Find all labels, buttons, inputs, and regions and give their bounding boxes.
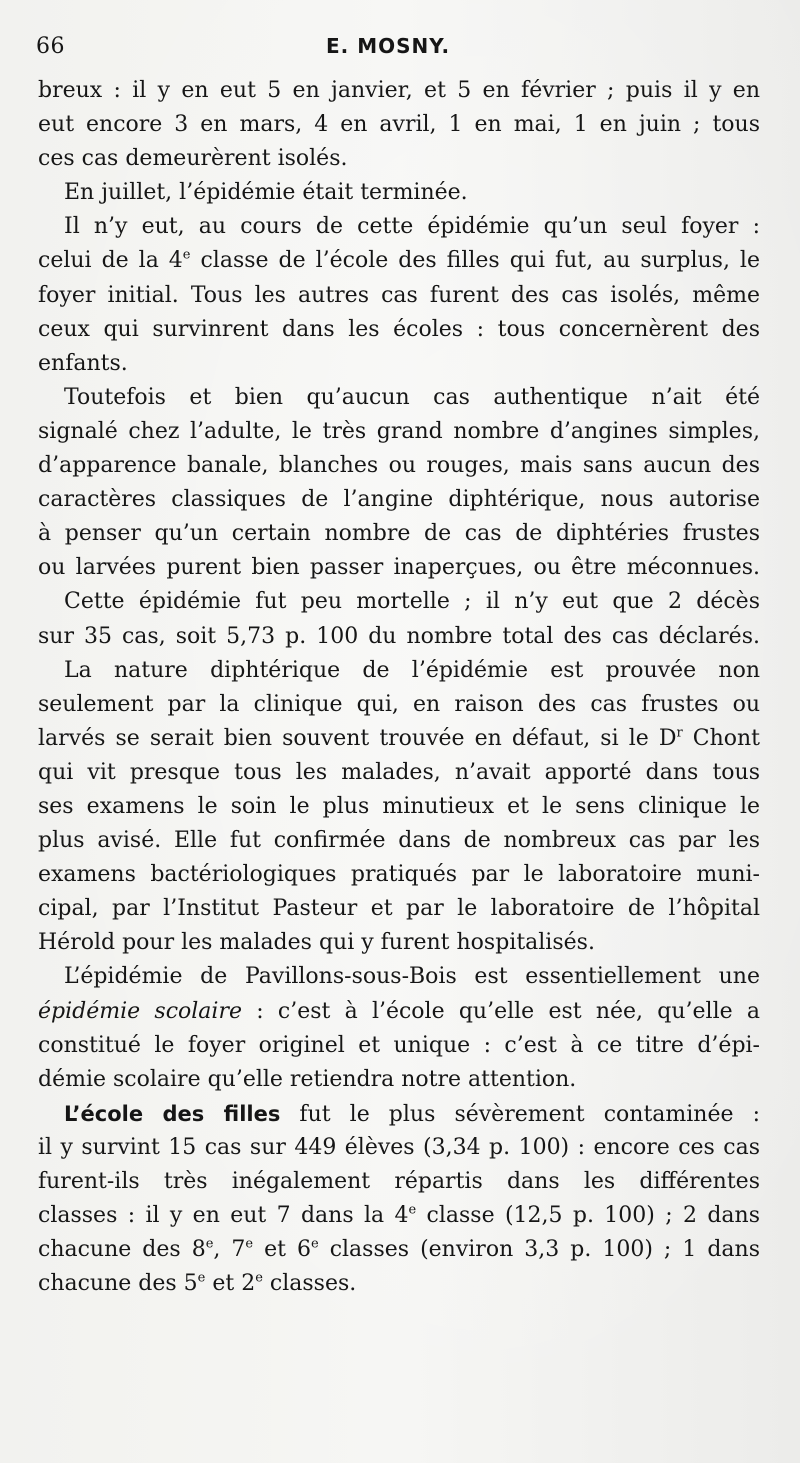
text-line: L’école des filles fut le plus sévèrement contaminée : [64,1101,760,1127]
text-line: celui de la 4e classe de l’école des filles qui fut, au surplus, le [38,248,760,274]
text-line: épidémie scolaire : c’est à l’école qu’elle est née, qu’elle a [38,998,760,1024]
text-line: qui vit presque tous les malades, n’avait apporté dans tous [38,759,760,785]
italic-term: épidémie scolaire [38,998,242,1024]
text-line: foyer initial. Tous les autres cas furent des cas isolés, même [38,282,760,308]
text-line: Cette épidémie fut peu mortelle ; il n’y eut que 2 décès [64,589,760,615]
text-line: examens bactériologiques pratiqués par le laboratoire muni- [38,862,760,888]
text-line: classes : il y en eut 7 dans la 4e classe (12,5 p. 100) ; 2 dans [38,1202,760,1229]
text-line: plus avisé. Elle fut confirmée dans de nombreux cas par les [38,828,760,854]
text-line: à penser qu’un certain nombre de cas de diphtéries frustes [38,521,760,547]
page-number: 66 [36,34,65,59]
text-line: seulement par la clinique qui, en raison des cas frustes ou [38,691,760,717]
text-line: eut encore 3 en mars, 4 en avril, 1 en mai, 1 en juin ; tous [38,112,760,138]
text-line: enfants. [38,350,128,376]
text-line: En juillet, l’épidémie était terminée. [64,180,468,206]
text-line: il y survint 15 cas sur 449 élèves (3,34 p. 100) : encore ces cas [38,1134,760,1160]
text-line: La nature diphtérique de l’épidémie est prouvée non [64,657,760,683]
text-line: chacune des 8e, 7e et 6e classes (environ 3,3 p. 100) ; 1 dans [38,1236,760,1263]
text-line: Il n’y eut, au cours de cette épidémie qu’un seul foyer : [64,214,760,240]
body-text [38,74,760,1301]
text-line: Toutefois et bien qu’aucun cas authentique n’ait été [64,384,760,410]
text-line: caractères classiques de l’angine diphtérique, nous autorise [38,487,760,513]
section-lead: L’école des filles [64,1101,281,1126]
text-line: cipal, par l’Institut Pasteur et par le laboratoire de l’hôpital [38,896,760,922]
text-line: Hérold pour les malades qui y furent hospitalisés. [38,930,595,956]
text-line: constitué le foyer originel et unique : c’est à ce titre d’épi- [38,1032,760,1058]
text-line: d’apparence banale, blanches ou rouges, mais sans aucun des [38,453,760,479]
text-line: breux : il y en eut 5 en janvier, et 5 en février ; puis il y en [38,78,760,103]
running-head: E. MOSNY. [326,34,451,58]
text-line: signalé chez l’adulte, le très grand nombre d’angines simples, [38,418,760,444]
text-line: chacune des 5e et 2e classes. [38,1270,357,1297]
text-line: L’épidémie de Pavillons-sous-Bois est essentiellement une [64,964,760,990]
text-line: ses examens le soin le plus minutieux et le sens clinique le [38,793,760,819]
text-line: démie scolaire qu’elle retiendra notre attention. [38,1066,577,1092]
text-line: ou larvées purent bien passer inaperçues, ou être méconnues. [38,555,760,581]
text-line: larvés se serait bien souvent trouvée en défaut, si le $D^r$ Chont [38,725,760,751]
page-header [36,34,760,62]
text-line: ceux qui survinrent dans les écoles : tous concernèrent des [38,316,760,342]
text-line: sur 35 cas, soit 5,73 p. 100 du nombre total des cas déclarés. [38,623,760,649]
text-line: ces cas demeurèrent isolés. [38,146,348,172]
text-line: furent-ils très inégalement répartis dans les différentes [38,1169,760,1194]
